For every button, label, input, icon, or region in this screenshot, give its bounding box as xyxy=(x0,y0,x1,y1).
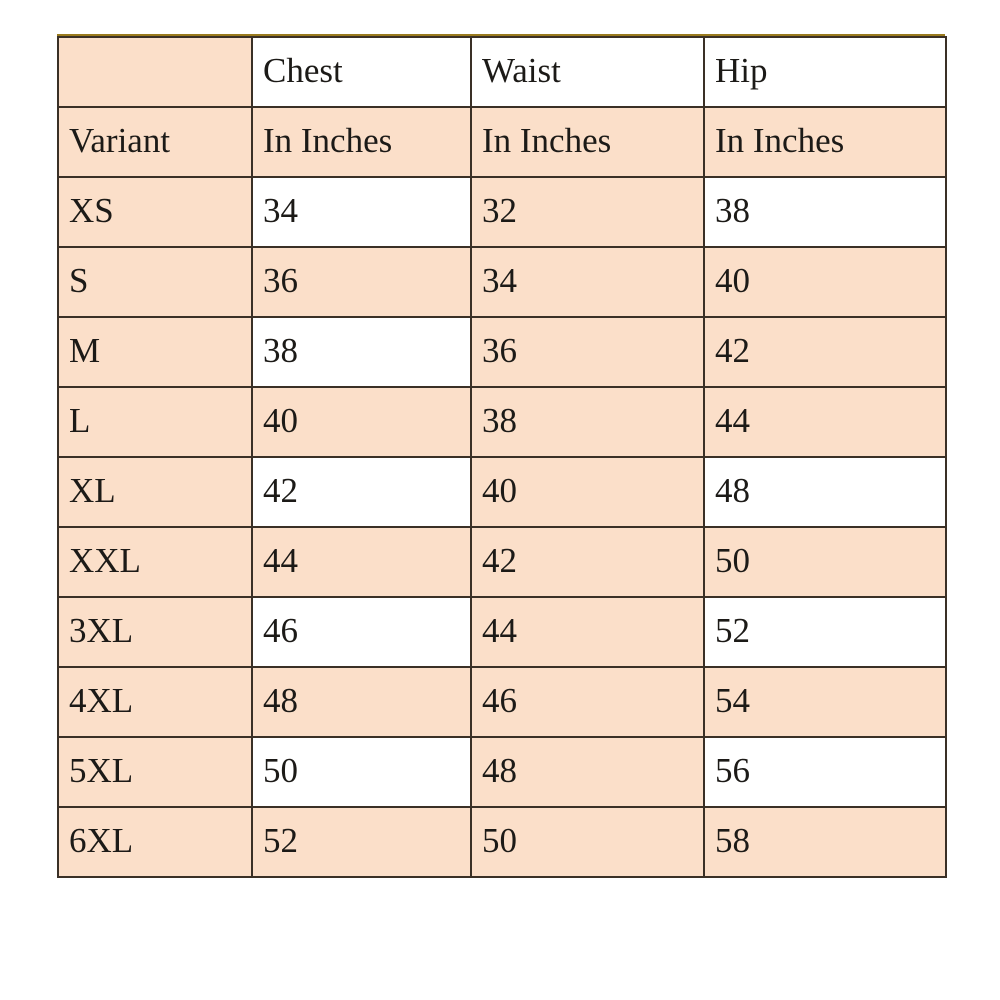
cell-variant: XXL xyxy=(58,527,252,597)
cell-waist: 36 xyxy=(471,317,704,387)
header-cell-chest: Chest xyxy=(252,37,471,107)
table-row xyxy=(58,597,946,667)
header-cell-variant: Variant xyxy=(58,107,252,177)
cell-chest: 50 xyxy=(252,737,471,807)
cell-variant: L xyxy=(58,387,252,457)
cell-hip: 40 xyxy=(704,247,946,317)
table-row xyxy=(58,457,946,527)
cell-chest: 36 xyxy=(252,247,471,317)
cell-hip: 44 xyxy=(704,387,946,457)
header-cell-waist-units: In Inches xyxy=(471,107,704,177)
cell-hip: 42 xyxy=(704,317,946,387)
cell-variant: XL xyxy=(58,457,252,527)
table-row xyxy=(58,317,946,387)
table-row xyxy=(58,737,946,807)
cell-waist: 38 xyxy=(471,387,704,457)
header-cell-waist: Waist xyxy=(471,37,704,107)
cell-waist: 34 xyxy=(471,247,704,317)
size-chart-table xyxy=(57,36,947,878)
cell-waist: 46 xyxy=(471,667,704,737)
cell-chest: 46 xyxy=(252,597,471,667)
header-cell-blank xyxy=(58,37,252,107)
size-chart-container xyxy=(57,36,945,878)
cell-variant: 4XL xyxy=(58,667,252,737)
cell-hip: 38 xyxy=(704,177,946,247)
table-row xyxy=(58,387,946,457)
table-header-row-measurements xyxy=(58,37,946,107)
cell-hip: 54 xyxy=(704,667,946,737)
cell-chest: 48 xyxy=(252,667,471,737)
cell-waist: 48 xyxy=(471,737,704,807)
header-cell-hip: Hip xyxy=(704,37,946,107)
table-row xyxy=(58,667,946,737)
header-cell-hip-units: In Inches xyxy=(704,107,946,177)
table-row xyxy=(58,247,946,317)
cell-variant: M xyxy=(58,317,252,387)
cell-waist: 44 xyxy=(471,597,704,667)
cell-chest: 42 xyxy=(252,457,471,527)
cell-hip: 52 xyxy=(704,597,946,667)
cell-waist: 40 xyxy=(471,457,704,527)
cell-variant: S xyxy=(58,247,252,317)
cell-hip: 56 xyxy=(704,737,946,807)
cell-variant: XS xyxy=(58,177,252,247)
cell-waist: 50 xyxy=(471,807,704,877)
cell-hip: 48 xyxy=(704,457,946,527)
table-row xyxy=(58,807,946,877)
cell-hip: 50 xyxy=(704,527,946,597)
cell-variant: 6XL xyxy=(58,807,252,877)
cell-hip: 58 xyxy=(704,807,946,877)
cell-chest: 52 xyxy=(252,807,471,877)
cell-chest: 40 xyxy=(252,387,471,457)
cell-waist: 42 xyxy=(471,527,704,597)
cell-variant: 3XL xyxy=(58,597,252,667)
table-row xyxy=(58,527,946,597)
cell-chest: 34 xyxy=(252,177,471,247)
cell-chest: 38 xyxy=(252,317,471,387)
table-row xyxy=(58,177,946,247)
cell-waist: 32 xyxy=(471,177,704,247)
table-header-row-units xyxy=(58,107,946,177)
cell-chest: 44 xyxy=(252,527,471,597)
cell-variant: 5XL xyxy=(58,737,252,807)
header-cell-chest-units: In Inches xyxy=(252,107,471,177)
